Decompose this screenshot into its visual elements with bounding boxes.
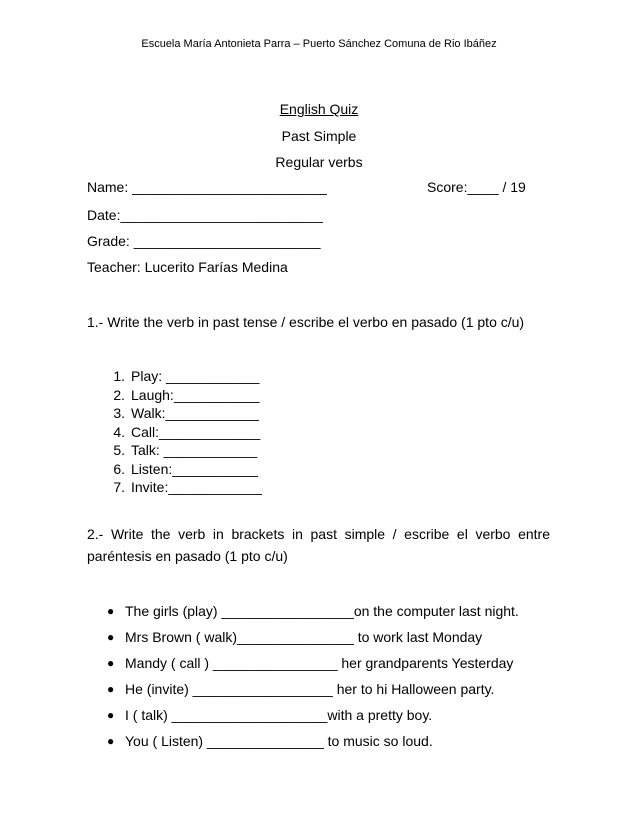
list-item (105, 478, 262, 497)
item-number: 2. (113, 386, 125, 403)
item-text: Invite:____________ (131, 479, 262, 495)
list-item (107, 624, 519, 650)
section-1-list (105, 367, 262, 497)
list-item (105, 460, 262, 479)
item-text: The girls (play) _________________on the computer last night. (125, 603, 519, 619)
item-text: Play: ____________ (131, 368, 260, 384)
item-text: Listen:___________ (131, 460, 258, 477)
bullet-icon: ● (107, 604, 115, 618)
bullet-icon: ● (107, 630, 115, 644)
quiz-subtitle-verbs: Regular verbs (275, 154, 363, 170)
list-item (105, 423, 262, 442)
teacher-field: Teacher: Lucerito Farías Medina (87, 259, 288, 275)
item-text: You ( Listen) _______________ to music so loud. (125, 733, 433, 749)
grade-field: Grade: ________________________ (87, 233, 321, 249)
date-field: Date:__________________________ (87, 207, 323, 223)
quiz-subtitle-tense: Past Simple (281, 128, 357, 144)
quiz-title: English Quiz (279, 101, 359, 117)
item-text: Walk:____________ (131, 405, 259, 421)
list-item (105, 367, 262, 386)
list-item (107, 598, 519, 624)
section-1-instruction: 1.- Write the verb in past tense / escribe el verbo en pasado (1 pto c/u) (87, 314, 525, 330)
item-text: Mrs Brown ( walk)_______________ to work last Monday (125, 629, 483, 645)
list-item (105, 386, 262, 405)
bullet-icon: ● (107, 656, 115, 670)
item-number: 3. (113, 405, 125, 421)
bullet-icon: ● (107, 734, 115, 748)
list-item (105, 441, 262, 460)
item-text: Talk: ____________ (131, 442, 258, 458)
bullet-icon: ● (107, 708, 115, 722)
score-field: Score:____ / 19 (427, 179, 526, 195)
item-text: Mandy ( call ) ________________ her grandparents Yesterday (125, 655, 514, 671)
item-number: 6. (113, 460, 125, 477)
item-number: 7. (113, 479, 125, 495)
list-item (107, 676, 519, 702)
name-field: Name: _________________________ (87, 179, 327, 195)
section-2-instruction: 2.- Write the verb in brackets in past simple / escribe el verbo entre paréntesis en pasado (1 pto c/u) (87, 526, 550, 564)
list-item (105, 404, 262, 423)
item-text: Laugh:___________ (131, 386, 260, 403)
item-text: I ( talk) ____________________with a pretty boy. (125, 707, 433, 723)
school-header: Escuela María Antonieta Parra – Puerto Sánchez Comuna de Rio Ibáñez (141, 38, 497, 50)
item-number: 4. (113, 423, 125, 440)
list-item (107, 728, 519, 754)
item-text: Call:_____________ (131, 423, 261, 440)
bullet-icon: ● (107, 682, 115, 696)
item-number: 5. (113, 442, 125, 458)
section-2-list (107, 598, 519, 754)
list-item (107, 702, 519, 728)
item-number: 1. (113, 368, 125, 384)
list-item (107, 650, 519, 676)
item-text: He (invite) __________________ her to hi Halloween party. (125, 681, 495, 697)
